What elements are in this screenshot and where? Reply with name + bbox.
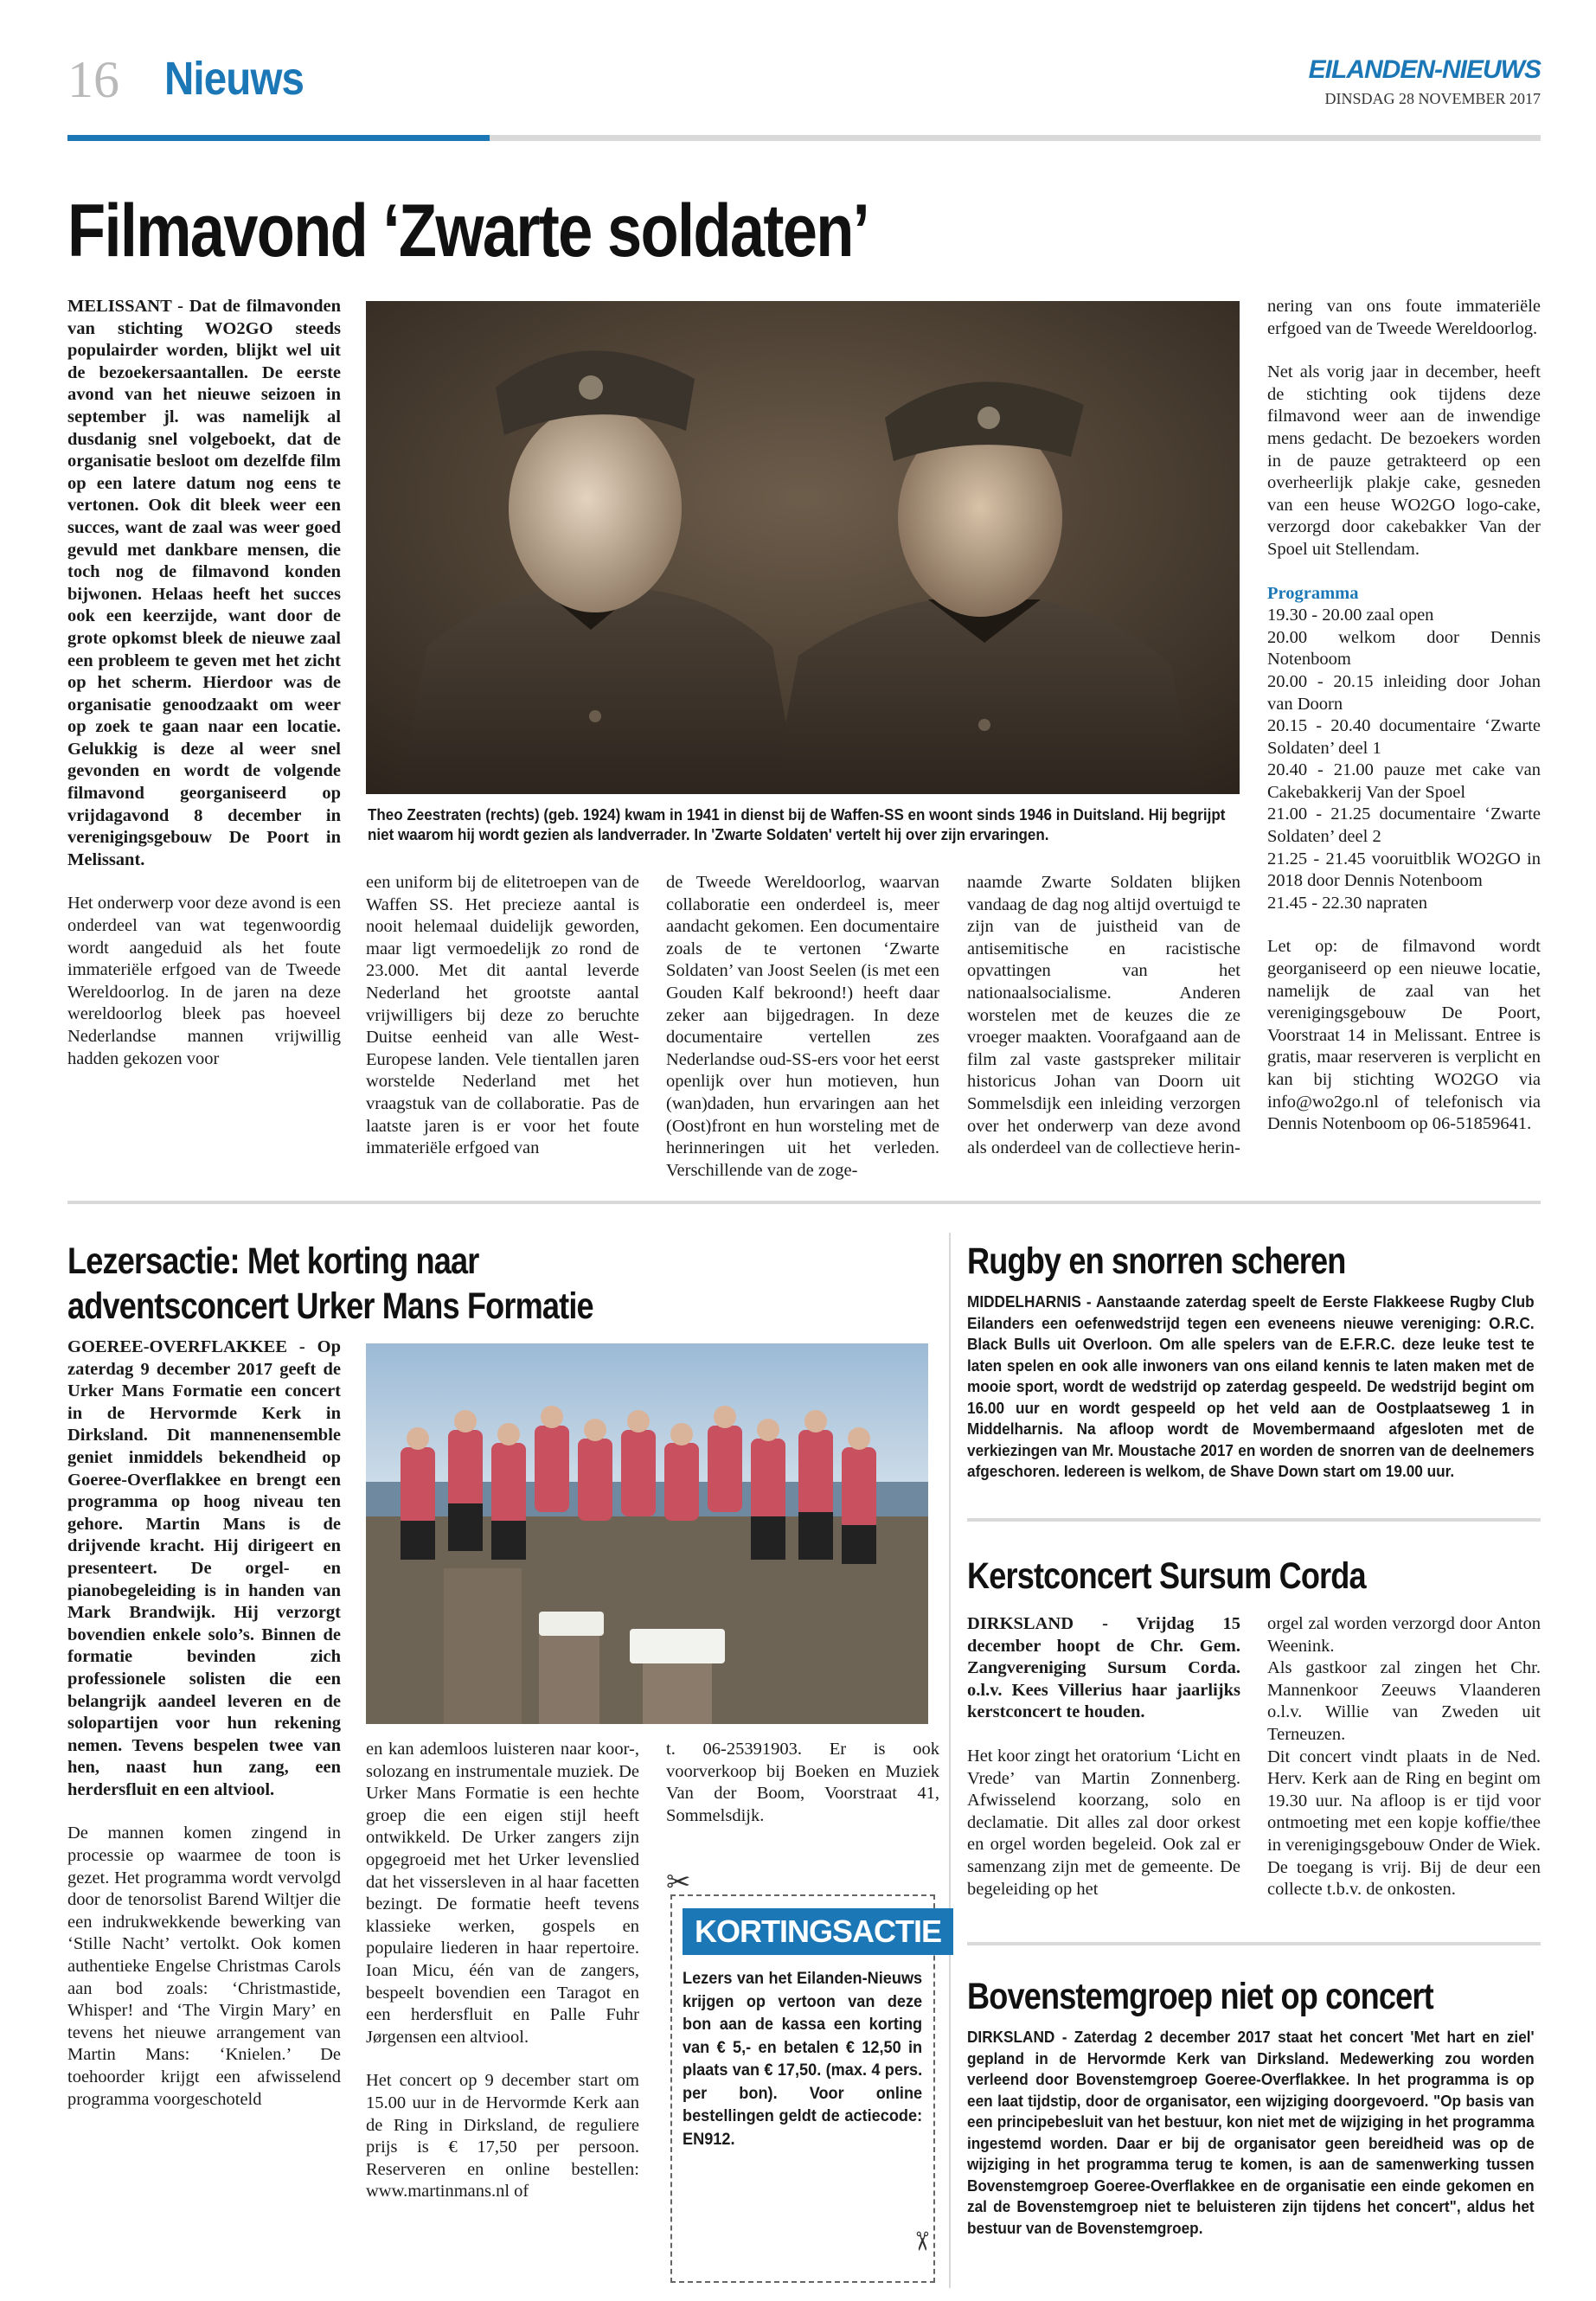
programma-item: 19.30 - 20.00 zaal open (1267, 606, 1434, 625)
article-paragraph: en kan ademloos luisteren naar koor-, solozang en instrumentale muziek. De Urker Mans Formatie is een hechte groep die een eigen stijl heeft ontwikkeld. De Urker zangers zijn opgegroeid met het Urker levenslied dat het vissersleven in al haar facetten bezingt. De formatie heeft tevens klassieke werken, gospels en populaire liederen in haar repertoire. Ioan Micu, één van de zangers, bespeelt bovendien een Taragot en een herdersfluit en Palle Fuhr Jørgensen een altviool. (366, 1740, 639, 2047)
soldiers-photo-image (366, 301, 1240, 794)
newspaper-logo: EILANDEN-NIEUWS (1308, 55, 1541, 84)
article-paragraph: orgel zal worden verzorgd door Anton Weenink. (1267, 1614, 1541, 1656)
bovenstemgroep-text: DIRKSLAND - Zaterdag 2 december 2017 staat het concert 'Met hart en ziel' gepland in de Hervormde Kerk van Dirksland. Medewerking zou worden verleend door Bovenstemgroep Goeree-Overflakkee. In het programma is op een laat tijdstip, door de organisator, een wijziging doorgevoerd. "Op basis van een principebesluit van het bestuur, kon niet met de wijziging in het programma ingestemd worden. Daar er bij de organisator geen bereidheid was op de wijziging in het programma terug te komen, is aan de samenwerking tussen Bovenstemgroep Goeree-Overflakkee en de organisatie een einde gekomen en zal de Bovenstemgroep niet te beluisteren zijn tijdens het concert", aldus het bestuur van de Bovenstemgroep. (967, 2028, 1535, 2237)
article-paragraph: Let op: de filmavond wordt georganiseerd op een nieuwe locatie, namelijk de zaal van het verenigingsgebouw De Poort, Voorstraat 14 in Melissant. Entree is gratis, maar reserveren is verplicht en kan bij stichting WO2GO via info@wo2go.nl of telefonisch via Dennis Notenboom op 06-51859641. (1267, 937, 1541, 1134)
lezersactie-column-2 (366, 1739, 639, 2225)
discount-coupon[interactable] (670, 1894, 942, 2283)
article-paragraph: een uniform bij de elitetroepen van de Waffen SS. Het precieze aantal is nooit helemaal duidelijk geworden, maar ligt vermoedelijk zo rond de 23.000. Met dit aantal leverde Nederland het grootste aantal vrijwilligers bij deze zo beruchte Duitse eenheid van alle West-Europese landen. Vele tientallen jaren worstelde Nederland met het vraagstuk van de collaboratie. Pas de laatste jaren is er voor het foute immateriële erfgoed van (366, 873, 639, 1158)
article-paragraph: de Tweede Wereldoorlog, waarvan collaboratie een onderdeel is, meer aandacht gekomen. Een documentaire zoals de te vertonen ‘Zwarte Soldaten’ van Joost Seelen (is met een Gouden Kalf bekroond!) heeft daar zeker aan bijgedragen. In deze documentaire vertellen zes Nederlandse oud-SS-ers voor het eerst openlijk over hun motieven, hun (wan)daden, hun ervaringen aan het (Oost)front en hun worsteling met de herinneringen uit het verleden. Verschillende van de zoge- (666, 873, 939, 1180)
kerstconcert-column-1 (967, 1613, 1240, 1922)
article-column-1 (67, 296, 341, 1092)
programma-item: 20.40 - 21.00 pauze met cake van Cakebakkerij Van der Spoel (1267, 760, 1541, 802)
section-title: Nieuws (164, 53, 304, 105)
column-divider (949, 1233, 951, 2288)
header-accent-rule (67, 135, 490, 141)
article-paragraph: Als gastkoor zal zingen het Chr. Mannenkoor Zeeuws Vlaanderen o.l.v. Willie van Zweden uit Terneuzen. (1267, 1658, 1541, 1744)
article-paragraph: De mannen komen zingend in processie op waarmee de toon is gezet. Het programma wordt vervolgd door de tenorsolist Barend Wiltjer die een indrukwekkende bewerking van ‘Stille Nacht’ vertolkt. Ook komen authentieke Engelse Christmas Carols aan bod zoals: ‘Christmastide, Whisper! and ‘The Virgin Mary’ en tevens het nieuwe arrangement van Martin Mans: ‘Knielen.’ De toehoorder krijgt een afwisselend programma voorgeschoteld (67, 1823, 341, 2109)
bovenstemgroep-headline: Bovenstemgroep niet op concert (967, 1976, 1433, 2017)
lezersactie-headline (67, 1239, 593, 1329)
section-divider (967, 1518, 1541, 1522)
coupon-title: KORTINGSACTIE (683, 1908, 953, 1955)
programma-item: 20.00 welkom door Dennis Notenboom (1267, 627, 1541, 670)
rugby-headline: Rugby en snorren scheren (967, 1240, 1346, 1282)
page-number: 16 (67, 51, 119, 108)
article-paragraph: Het koor zingt het oratorium ‘Licht en Vrede’ van Martin Zonnenberg. Afwisselend koorzang, solo en declamatie. Dit alles zal door orkest en orgel worden begeleid. Ook zal er samenzang zijn met de gemeente. De begeleiding op het (967, 1746, 1240, 1899)
issue-date: DINSDAG 28 NOVEMBER 2017 (1324, 90, 1541, 107)
lezersactie-headline-line2: adventsconcert Urker Mans Formatie (67, 1285, 593, 1327)
soldiers-photo (366, 301, 1240, 794)
article-column-5 (1267, 296, 1541, 1157)
article-paragraph: naamde Zwarte Soldaten blijken vandaag de dag nog altijd overtuigd te zijn van de juistheid van de antisemitische en racistische opvattingen van het nationaalsocialisme. Anderen worstelen met de keuzes die ze vroeger maakten. Voorafgaand aan de film zal vaste gastspreker militair historicus Johan van Doorn uit Sommelsdijk een inleiding verzorgen over het onderwerp van deze avond als onderdeel van de collectieve herin- (967, 873, 1240, 1158)
rugby-text: MIDDELHARNIS - Aanstaande zaterdag speelt de Eerste Flakkeese Rugby Club Eilanders een oefenwedstrijd tegen een eveneens nieuwe vereniging: O.R.C. Black Bulls uit Overloon. Om alle spelers van de E.F.R.C. deze leuke test te laten spelen en ook alle inwoners van ons eiland kennis te laten maken met de mooie sport, wordt de wedstrijd op zaterdag gespeeld. De wedstrijd begint om 16.00 uur en wordt gespeeld op het veld aan de Oostplaatseweg 1 in Middelharnis. Na afloop wordt de Movembermaand afgesloten met de verkiezingen van Mr. Moustache 2017 en worden de snorren van de deelnemers afgeschoren. Iedereen is welkom, de Shave Down start om 19.00 uur. (967, 1292, 1535, 1480)
programma-item: 21.25 - 21.45 vooruitblik WO2GO in 2018 door Dennis Notenboom (1267, 849, 1541, 891)
article-paragraph: Het concert op 9 december start om 15.00 uur in de Hervormde Kerk aan de Ring in Dirksland, de reguliere prijs is € 17,50 per persoon. Reserveren en online bestellen: www.martinmans.nl of (366, 2071, 639, 2202)
scissors-icon: ✂ (666, 1867, 691, 1899)
programma-list (1267, 605, 1541, 914)
article-headline: Filmavond ‘Zwarte soldaten’ (67, 189, 869, 272)
section-divider (67, 1201, 1541, 1204)
photo-caption: Theo Zeestraten (rechts) (geb. 1924) kwam in 1941 in dienst bij de Waffen-SS en woont sinds 1946 in Duitsland. Hij begrijpt niet waarom hij wordt gezien als landverrader. In 'Zwarte Soldaten' vertelt hij over zijn ervaringen. (368, 805, 1226, 843)
article-paragraph: Het onderwerp voor deze avond is een onderdeel van wat tegenwoordig wordt aangeduid als het foute immateriële erfgoed van de Tweede Wereldoorlog. In de jaren na deze wereldoorlog bleek pas hoeveel Nederlandse mannen vrijwillig hadden gekozen voor (67, 894, 341, 1068)
scissors-icon: ✂ (907, 2230, 936, 2253)
choir-photo-image (366, 1343, 928, 1724)
programma-item: 20.15 - 20.40 documentaire ‘Zwarte Soldaten’ deel 1 (1267, 716, 1541, 758)
article-paragraph: nering van ons foute immateriële erfgoed van de Tweede Wereldoorlog. (1267, 297, 1541, 338)
section-divider (967, 1942, 1541, 1945)
programma-item: 21.45 - 22.30 napraten (1267, 893, 1428, 913)
lezersactie-column-3 (666, 1739, 939, 1849)
choir-photo (366, 1343, 928, 1724)
article-lead: GOEREE-OVERFLAKKEE - Op zaterdag 9 december 2017 geeft de Urker Mans Formatie een concert in de Hervormde Kerk in Dirksland. Dit mannenensemble geniet inmiddels bekendheid op Goeree-Overflakkee en brengt een programma op hoog niveau ten gehore. Martin Mans is de drijvende kracht. Hij dirigeert en presenteert. De orgel- en pianobegeleiding is in handen van Mark Brandwijk. Hij verzorgt bovendien enkele solo’s. Binnen de formatie bevinden zich professionele solisten die een belangrijk aandeel leveren en de solopartijen voor hun rekening nemen. Tevens bespelen twee van hen, naast hun zang, een herdersfluit en een altviool. (67, 1337, 341, 1799)
kerstconcert-column-2 (1267, 1613, 1541, 1901)
article-paragraph: t. 06-25391903. Er is ook voorverkoop bij Boeken en Muziek Van der Boom, Voorstraat 41, Sommelsdijk. (666, 1740, 939, 1825)
programma-item: 20.00 - 20.15 inleiding door Johan van Doorn (1267, 671, 1541, 714)
lezersactie-column-1 (67, 1336, 341, 2132)
article-paragraph: Dit concert vindt plaats in de Ned. Herv. Kerk aan de Ring en begint om 19.30 uur. Na afloop is er tijd voor ontmoeting met een kopje koffie/thee in verenigingsgebouw Onder de Wiek. De toegang is vrij. Bij de deur een collecte t.b.v. de onkosten. (1267, 1747, 1541, 1900)
article-lead: DIRKSLAND - Vrijdag 15 december hoopt de Chr. Gem. Zangvereniging Sursum Corda. o.l.v. Kees Villerius haar jaarlijks kerstconcert te houden. (967, 1614, 1240, 1722)
article-column-2 (366, 872, 639, 1182)
article-lead: MELISSANT - Dat de filmavonden van stichting WO2GO steeds populairder worden, blijkt wel uit de bezoekersaantallen. De eerste avond van het nieuwe seizoen in september jl. was namelijk al dusdanig snel volgeboekt, dat de organisatie besloot om dezelfde film op een latere datum nog eens te vertonen. Ook dit bleek weer een succes, want de zaal was weer goed gevuld met dankbare mensen, die toch nog de filmavond konden bijwonen. Helaas heeft het succes ook een keerzijde, want door de grote opkomst bleek de nieuwe zaal een probleem te geven met het zicht op het scherm. Hierdoor was de organisatie genoodzaakt om weer op zoek te gaan naar een locatie. Gelukkig is deze al weer snel gevonden en wordt de volgende filmavond georganiseerd op vrijdagavond 8 december in verenigingsgebouw De Poort in Melissant. (67, 297, 341, 869)
programma-heading: Programma (1267, 583, 1359, 603)
coupon-text: Lezers van het Eilanden-Nieuws krijgen op vertoon van deze bon aan de kassa een korting van € 5,- en betalen € 12,50 in plaats van € 17,50. (max. 4 pers. per bon). Voor online bestellingen geldt de actiecode: EN912. (683, 1969, 923, 2149)
programma-item: 21.00 - 21.25 documentaire ‘Zwarte Soldaten’ deel 2 (1267, 804, 1541, 847)
article-paragraph: Net als vorig jaar in december, heeft de stichting ook tijdens deze filmavond weer aan de inwendige mens gedacht. De bezoekers worden in de pauze getrakteerd op een overheerlijk plakje cake, gesneden van een heuse WO2GO logo-cake, verzorgd door cakebakker Van der Spoel uit Stellendam. (1267, 362, 1541, 559)
lezersactie-headline-line1: Lezersactie: Met korting naar (67, 1240, 479, 1282)
article-column-3 (666, 872, 939, 1203)
kerstconcert-headline: Kerstconcert Sursum Corda (967, 1555, 1366, 1597)
article-column-4 (967, 872, 1240, 1182)
